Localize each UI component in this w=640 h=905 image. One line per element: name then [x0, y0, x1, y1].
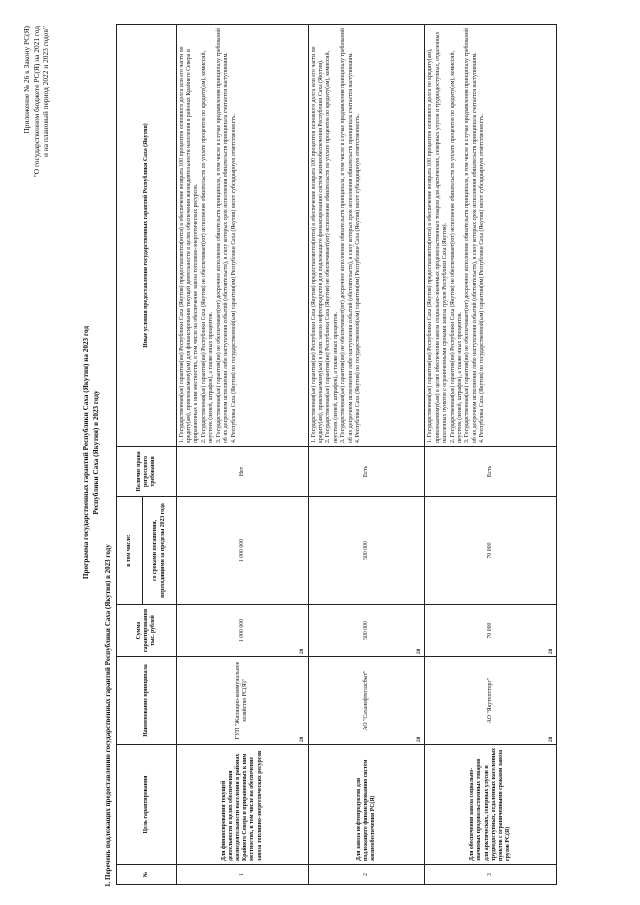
row-number: 2	[308, 865, 425, 885]
condition-item: 2. Государственная(ые) гарантия(ии) Республики Саха (Якутия) не обеспечивает(ют) исполнение обязательств по уплате процентов по кредиту(ам), комиссий, неустоек (пеней, штрафов), а также иных процентов.	[325, 50, 339, 443]
section-heading: 1. Перечень подлежащих предоставлению государственных гарантий Республики Саха (Якутия) в 2023 году	[104, 544, 112, 887]
row-code: 20	[299, 736, 306, 742]
row-number: 3	[425, 865, 557, 885]
sum-value: 70 000	[487, 622, 494, 639]
title-line-2: Республики Саха (Якутия) в 2023 году	[91, 390, 100, 515]
condition-item: 1. Государственная(ые) гарантия(ии) Республики Саха (Якутия) предоставляется(ются) в обеспечение возврата 100 процентов основного долга или его части по кредиту(ам), привлекаемому(ым) для финансирования текущей деятельности в целях обеспечения жизнедеятельности населения в районах Крайнего Севера и приравненных к ним местностях, в том числе на обеспечение завоза топливно-энергетических ресурсов.	[179, 46, 200, 443]
condition-item: 3. Государственная(ые) гарантия(ии) не обеспечивает(ют) досрочное исполнение обязательств принципала, в том числе в случае предъявления принципалу требований об их досрочном исполнении либо наступления событий (обстоятельств), в силу которых срок исполнения обязательств принципала считается наступившим.	[340, 28, 354, 443]
condition-item: 1. Государственная(ые) гарантия(ии) Республики Саха (Якутия) предоставляется(ются) в обеспечение возврата 100 процентов основного долга по кредиту(ам), привлекаемому(ым) в целях обеспечения завоза социально-значимых продовольственных товаров для арктических, северных улусов и труднодоступных, отдаленных населенных пунктов с ограниченными сроками завоза грузов Республики Саха (Якутия).	[427, 31, 448, 443]
incl-value: 1 000 000	[177, 496, 309, 604]
row-code: 20	[416, 648, 423, 654]
header-incl: в том числе:	[117, 496, 143, 604]
appendix-line-3: и на плановый период 2022 и 2023 годов"	[41, 26, 51, 158]
sum-cell	[308, 605, 425, 657]
incl-value: 500 000	[308, 496, 425, 604]
condition-item: 2. Государственная(ые) гарантия(ии) Республики Саха (Якутия) не обеспечивает(ют) исполнение обязательств по уплате процентов по кредиту(ам), комиссий, неустоек (пеней, штрафов), а также иных процентов.	[201, 50, 215, 443]
row-code: 20	[547, 648, 554, 654]
row-code: 20	[547, 736, 554, 742]
condition-item: 1. Государственная(ые) гарантия(ии) Республики Саха (Якутия) предоставляется(ются) в обеспечение возврата 100 процентов основного долга или его части по кредиту(ам), привлекаемому(ым) в целях завоза нефтепродуктов для подлежащего финансированию систем жизнеобеспечения Республики Саха (Якутия).	[310, 46, 324, 443]
sum-cell	[425, 605, 557, 657]
sum-value: 1 000 000	[238, 618, 245, 643]
conditions-cell	[308, 24, 425, 446]
title-line-1: Программа государственных гарантий Республики Саха (Якутия) на 2023 год	[82, 325, 90, 580]
principal-cell	[308, 657, 425, 745]
conditions-cell	[177, 24, 309, 446]
goal-cell: Для завоза нефтепродуктов для подлежащего финансированию систем жизнеобеспечения РС(Я)	[308, 745, 425, 865]
condition-item: 3. Государственная(ые) гарантия(ии) не обеспечивает(ют) досрочное исполнение обязательств принципала, в том числе в случае предъявления принципалу требований об их досрочном исполнении либо наступления событий (обстоятельств), в силу которых срок исполнения обязательств принципала считается наступившим.	[464, 28, 478, 443]
appendix-note	[22, 26, 51, 177]
appendix-line-2: "О государственном бюджете РС(Я) на 2021 год	[31, 26, 41, 178]
header-sum: Сумма гарантирования тыс. рублей	[117, 605, 177, 657]
sum-value: 500 000	[362, 621, 369, 640]
regress-value: Есть	[425, 446, 557, 496]
condition-item: 4. Республика Саха (Якутия) по государственной(ым) гарантии(ям) Республики Саха (Якутия) несет субсидиарную ответственность.	[355, 114, 362, 443]
condition-item: 3. Государственная(ые) гарантия(ии) не обеспечивает(ют) досрочное исполнение обязательств принципала, в том числе в случае предъявления принципалу требований об их досрочном исполнении либо наступления событий (обстоятельств), в силу которых срок исполнения обязательств принципала считается наступившим.	[216, 28, 230, 443]
header-principal: Наименование принципала	[117, 657, 177, 745]
row-code: 20	[299, 648, 306, 654]
row-number: 1	[177, 865, 309, 885]
table-row	[425, 24, 557, 884]
row-code: 20	[416, 736, 423, 742]
goal-cell: Для обеспечения завоза социально-значимых продовольственных товаров для арктических, северных улусов и труднодоступных, отдаленных населенных пунктов с ограниченными сроками завоза грузов РС(Я)	[425, 745, 557, 865]
principal-name: АО "Якутоптторг"	[487, 677, 494, 724]
principal-cell	[425, 657, 557, 745]
header-num: №	[117, 865, 177, 885]
regress-value: Есть	[308, 446, 425, 496]
header-goal: Цель гарантирования	[117, 745, 177, 865]
incl-value: 70 000	[425, 496, 557, 604]
regress-value: Нет	[177, 446, 309, 496]
condition-item: 4. Республика Саха (Якутия) по государственной(ым) гарантии(ям) Республики Саха (Якутия) несет субсидиарную ответственность.	[230, 114, 237, 443]
principal-name: ГУП "Жилищно-коммунальное хозяйство РС(Я)"	[235, 661, 249, 740]
table-row	[308, 24, 425, 884]
guarantees-table	[116, 25, 557, 885]
conditions-cell	[425, 24, 557, 446]
principal-name: АО "Саханефтегазсбыт"	[362, 670, 369, 731]
condition-item: 4. Республика Саха (Якутия) по государственной(ым) гарантии(ям) Республики Саха (Якутия) несет субсидиарную ответственность.	[479, 114, 486, 443]
header-incl-sub: со сроками погашения, переходящими за пределы 2023 года	[143, 496, 177, 604]
goal-cell: Для финансирования текущей деятельности в целях обеспечения жизнедеятельности населения в районах Крайнего Севера и приравненных к ним местностях, в том числе на обеспечение завоза топливно-энергетических ресурсов	[177, 745, 309, 865]
sum-cell	[177, 605, 309, 657]
header-regress: Наличие права регрессного требования	[117, 446, 177, 496]
table-row	[177, 24, 309, 884]
appendix-line-1: Приложение № 26 к Закону РС(Я)	[22, 26, 31, 134]
condition-item: 2. Государственная(ые) гарантия(ии) Республики Саха (Якутия) не обеспечивает(ют) исполнение обязательств по уплате процентов по кредиту(ам), комиссий, неустоек (пеней, штрафов), а также иных процентов.	[449, 50, 463, 443]
document-title	[82, 0, 101, 905]
principal-cell	[177, 657, 309, 745]
header-conditions: Иные условия предоставления государственных гарантий Республики Саха (Якутия)	[117, 24, 177, 446]
